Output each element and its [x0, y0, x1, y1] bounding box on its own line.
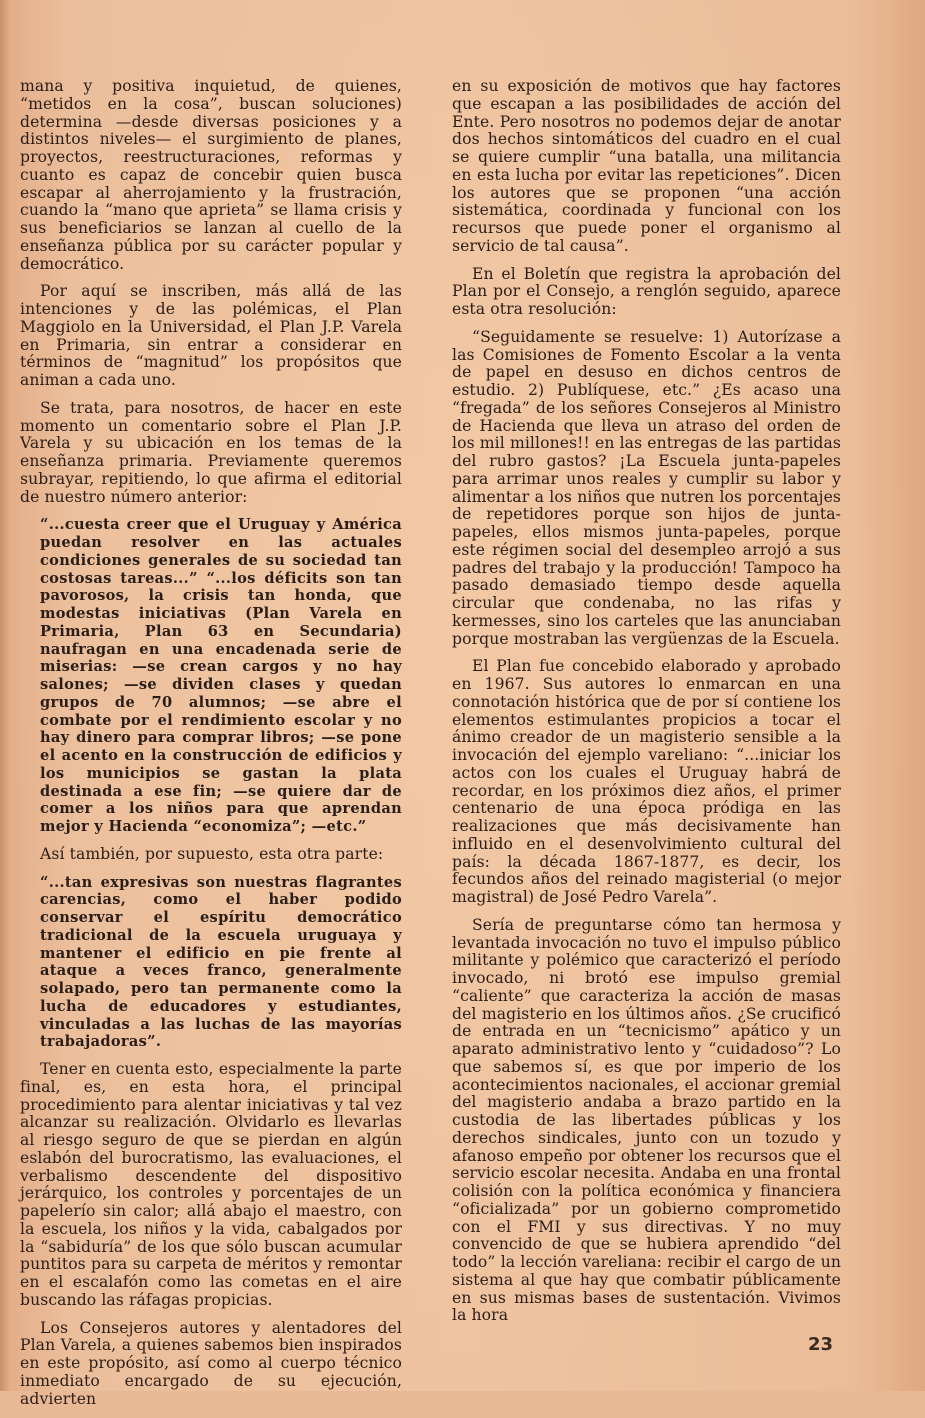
- paragraph: Los Consejeros autores y alentadores del Plan Varela, a quienes sabemos bien inspirados en este propósito, así como al cuerpo técnico inmediato encargado de su ejecución, advierten: [20, 1318, 402, 1408]
- page-number: 23: [808, 1334, 834, 1355]
- left-column: [20, 78, 402, 1418]
- paragraph: mana y positiva inquietud, de quienes, “metidos en la cosa”, buscan soluciones) determina —desde diversas posiciones y a distintos niveles— el surgimiento de planes, proyectos, reestructuraciones, reformas y cuanto es capaz de concebir quien busca escapar al aherrojamiento y la frustración, cuando la “mano que aprieta” se llama crisis y sus beneficiarios se lanzan al cuello de la enseñanza pública por su carácter popular y democrático.: [20, 77, 402, 273]
- paragraph: El Plan fue concebido elaborado y aprobado en 1967. Sus autores lo enmarcan en una connotación histórica que de por sí contiene los elementos estimulantes propicios a tocar el ánimo creador de un magisterio sensible a la invocación del ejemplo vareliano: “...iniciar los actos con los cuales el Uruguay habrá de recordar, en los próximos diez años, el primer centenario de una época pródiga en las realizaciones que más decisivamente han influido en el desenvolvimiento cultural del país: la década 1867-1877, es decir, los fecundos años del reinado magisterial (o mejor magistral) de José Pedro Varela”.: [452, 657, 841, 906]
- paragraph: Tener en cuenta esto, especialmente la parte final, es, en esta hora, el principal procedimiento para alentar iniciativas y tal vez alcanzar su realización. Olvidarlo es llevarlas al riesgo seguro de que se pierdan en algún eslabón del burocratismo, las evaluaciones, el verbalismo descendente del dispositivo jerárquico, los controles y porcentajes de un papelerío sin calor; allá abajo el maestro, con la escuela, los niños y la vida, cabalgados por la “sabiduría” de los que sólo buscan acumular puntitos para su carpeta de méritos y remontar en el escalafón como las cometas en el aire buscando las ráfagas propicias.: [20, 1060, 402, 1309]
- right-column: [452, 78, 841, 1335]
- paragraph: Por aquí se inscriben, más allá de las intenciones y de las polémicas, el Plan Maggiolo en la Universidad, el Plan J.P. Varela en Primaria, sin entrar a considerar en términos de “magnitud” los propósitos que animan a cada uno.: [20, 282, 402, 389]
- paragraph: Sería de preguntarse cómo tan hermosa y levantada invocación no tuvo el impulso público militante y polémico que caracterizó el período invocado, ni brotó ese impulso gremial “caliente” que caracteriza la acción de masas del magisterio en los últimos años. ¿Se crucificó de entrada en un “tecnicismo” apático y un aparato administrativo lento y “cuidadoso”? Lo que sabemos sí, es que por imperio de los acontecimientos nacionales, el accionar gremial del magisterio andaba a brazo partido en la custodia de las libertades públicas y los derechos sindicales, junto con un tozudo y afanoso empeño por obtener los recursos que el servicio escolar necesita. Andaba en una frontal colisión con la política económica y financiera “oficializada” por un gobierno comprometido con el FMI y sus directivas. Y no muy convencido de que se hubiera aprendido “del todo” la lección vareliana: recibir el cargo de un sistema al que hay que combatir públicamente en sus mismas bases de sustentación. Vivimos la hora: [452, 915, 841, 1325]
- block-quote: “...cuesta creer que el Uruguay y América puedan resolver en las actuales condiciones generales de su sociedad tan costosas tareas...” “...los déficits son tan pavorosos, la crisis tan honda, que modestas iniciativas (Plan Varela en Primaria, Plan 63 en Secundaria) naufragan en una encadenada serie de miserias: —se crean cargos y no hay salones; —se dividen clases y quedan grupos de 70 alumnos; —se abre el combate por el rendimiento escolar y no hay dinero para comprar libros; —se pone el acento en la construcción de edificios y los municipios se gastan la plata destinada a ese fin; —se quiere dar de comer a los niños para que aprendan mejor y Hacienda “economiza”; —etc.”: [40, 516, 402, 835]
- paragraph: En el Boletín que registra la aprobación del Plan por el Consejo, a renglón seguido, aparece esta otra resolución:: [452, 264, 841, 318]
- block-quote: “...tan expresivas son nuestras flagrantes carencias, como el haber podido conservar el espíritu democrático tradicional de la escuela uruguaya y mantener el edificio en pie frente al ataque a veces franco, generalmente solapado, pero tan permanente como la lucha de educadores y estudiantes, vinculadas a las luchas de las mayorías trabajadoras”.: [40, 873, 402, 1051]
- page-edge-shadow: [0, 0, 10, 1391]
- paragraph: “Seguidamente se resuelve: 1) Autorízase a las Comisiones de Fomento Escolar a la venta de papel en desuso en dichos centros de estudio. 2) Publíquese, etc.” ¿Es acaso una “fregada” de los señores Consejeros al Ministro de Hacienda que lleva un atraso del orden de los mil millones!! en las entregas de las partidas del rubro gastos? ¡La Escuela junta-papeles para arrimar unos reales y cumplir su labor y alimentar a los niños que nutren los porcentajes de repetidores porque son hijos de junta-papeles, ellos mismos junta-papeles, porque este régimen social del desempleo arrojó a sus padres del trabajo y la producción! Tampoco ha pasado demasiado tiempo desde aquella circular que condenaba, no las rifas y kermesses, sino los carteles que las anunciaban porque mostraban las vergüenzas de la Escuela.: [452, 327, 841, 648]
- paragraph: Así también, por supuesto, esta otra parte:: [40, 844, 384, 863]
- paragraph: Se trata, para nosotros, de hacer en este momento un comentario sobre el Plan J.P. Varela y su ubicación en los temas de la enseñanza primaria. Previamente queremos subrayar, repitiendo, lo que afirma el editorial de nuestro número anterior:: [20, 398, 402, 506]
- paragraph: en su exposición de motivos que hay factores que escapan a las posibilidades de acción del Ente. Pero nosotros no podemos dejar de anotar dos hechos sintomáticos del cuadro en el cual se quiere cumplir “una batalla, una militancia en esta lucha por evitar las repeticiones”. Dicen los autores que se proponen “una acción sistemática, coordinada y funcional con los recursos que puede poner el organismo al servicio de tal causa”.: [452, 77, 841, 255]
